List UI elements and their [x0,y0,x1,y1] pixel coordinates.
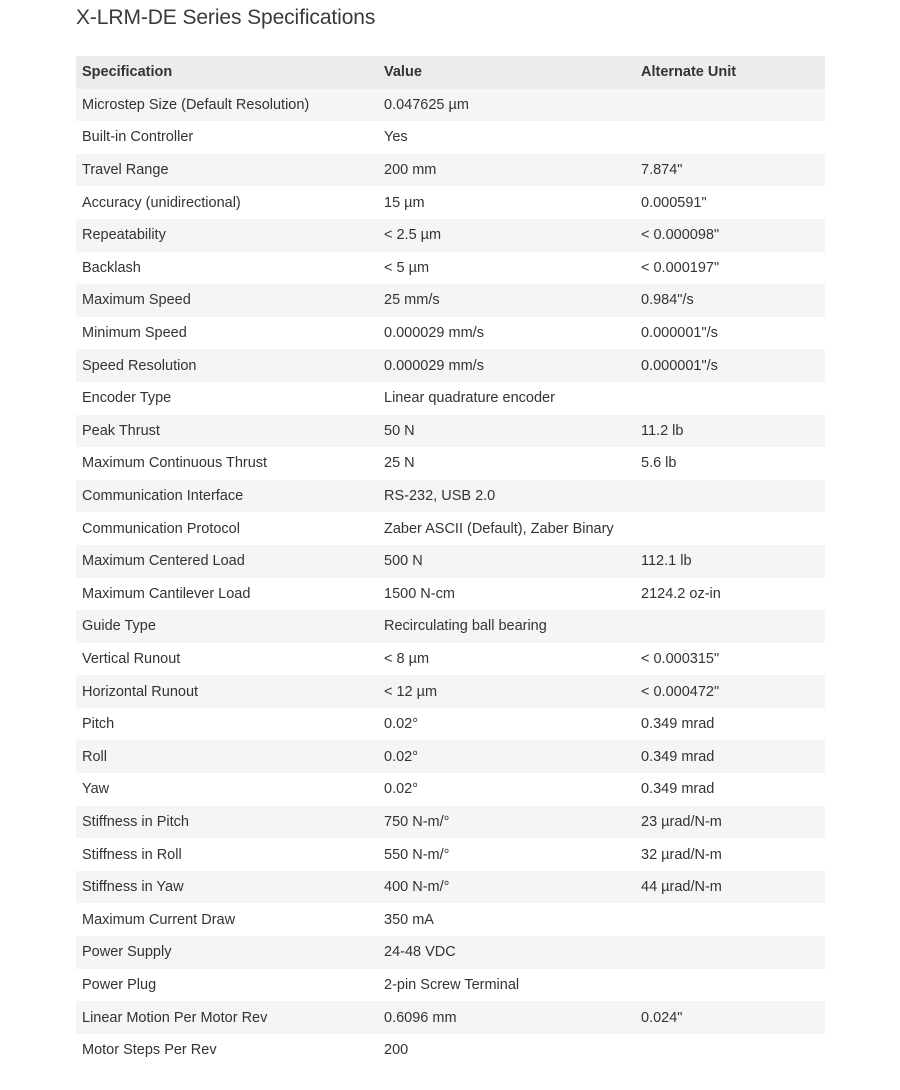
table-row [76,643,825,676]
spec-value-cell: 400 N-m/° [378,871,635,904]
alternate-unit-cell [635,480,825,513]
spec-name-cell: Vertical Runout [76,643,378,676]
spec-name-cell: Power Plug [76,969,378,1002]
column-header-specification: Specification [76,56,378,89]
alternate-unit-cell [635,382,825,415]
page-title: X-LRM-DE Series Specifications [76,6,376,29]
spec-value-cell: < 5 µm [378,252,635,285]
table-row [76,121,825,154]
alternate-unit-cell [635,969,825,1002]
table-row [76,154,825,187]
alternate-unit-cell: 5.6 lb [635,447,825,480]
spec-name-cell: Backlash [76,252,378,285]
spec-value-cell: Yes [378,121,635,154]
spec-value-cell: 750 N-m/° [378,806,635,839]
spec-name-cell: Horizontal Runout [76,675,378,708]
spec-value-cell: 1500 N-cm [378,578,635,611]
spec-value-cell: 0.6096 mm [378,1001,635,1034]
table-row [76,675,825,708]
alternate-unit-cell [635,512,825,545]
table-header-row [76,56,825,89]
table-row [76,545,825,578]
alternate-unit-cell: 32 µrad/N-m [635,838,825,871]
spec-name-cell: Speed Resolution [76,349,378,382]
spec-name-cell: Maximum Cantilever Load [76,578,378,611]
alternate-unit-cell: < 0.000315" [635,643,825,676]
spec-value-cell: < 12 µm [378,675,635,708]
spec-name-cell: Guide Type [76,610,378,643]
table-row [76,349,825,382]
alternate-unit-cell: < 0.000197" [635,252,825,285]
spec-value-cell: 24-48 VDC [378,936,635,969]
spec-name-cell: Maximum Speed [76,284,378,317]
alternate-unit-cell: 0.349 mrad [635,708,825,741]
alternate-unit-cell: < 0.000098" [635,219,825,252]
spec-name-cell: Maximum Centered Load [76,545,378,578]
alternate-unit-cell: 0.000591" [635,186,825,219]
table-body [76,89,825,1067]
alternate-unit-cell: 112.1 lb [635,545,825,578]
alternate-unit-cell [635,121,825,154]
spec-value-cell: 0.000029 mm/s [378,317,635,350]
spec-value-cell: Recirculating ball bearing [378,610,635,643]
alternate-unit-cell: 7.874" [635,154,825,187]
table-row [76,773,825,806]
alternate-unit-cell: 0.000001"/s [635,317,825,350]
spec-value-cell: 15 µm [378,186,635,219]
spec-value-cell: 200 mm [378,154,635,187]
alternate-unit-cell: 2124.2 oz-in [635,578,825,611]
alternate-unit-cell: 11.2 lb [635,415,825,448]
spec-value-cell: < 8 µm [378,643,635,676]
alternate-unit-cell: 0.024" [635,1001,825,1034]
spec-value-cell: 0.000029 mm/s [378,349,635,382]
spec-value-cell: 200 [378,1034,635,1067]
alternate-unit-cell: 23 µrad/N-m [635,806,825,839]
spec-value-cell: 2-pin Screw Terminal [378,969,635,1002]
spec-name-cell: Communication Interface [76,480,378,513]
alternate-unit-cell: 44 µrad/N-m [635,871,825,904]
spec-value-cell: 350 mA [378,903,635,936]
table-row [76,480,825,513]
spec-value-cell: 25 mm/s [378,284,635,317]
alternate-unit-cell [635,610,825,643]
table-row [76,740,825,773]
spec-name-cell: Stiffness in Yaw [76,871,378,904]
table-row [76,382,825,415]
spec-value-cell: 0.047625 µm [378,89,635,122]
spec-name-cell: Motor Steps Per Rev [76,1034,378,1067]
spec-value-cell: Linear quadrature encoder [378,382,635,415]
spec-name-cell: Minimum Speed [76,317,378,350]
spec-value-cell: 500 N [378,545,635,578]
alternate-unit-cell [635,903,825,936]
spec-name-cell: Built-in Controller [76,121,378,154]
alternate-unit-cell: 0.000001"/s [635,349,825,382]
table-row [76,89,825,122]
spec-name-cell: Microstep Size (Default Resolution) [76,89,378,122]
spec-value-cell: 0.02° [378,740,635,773]
table-row [76,186,825,219]
table-row [76,284,825,317]
spec-name-cell: Pitch [76,708,378,741]
spec-value-cell: < 2.5 µm [378,219,635,252]
table-row [76,317,825,350]
spec-value-cell: 25 N [378,447,635,480]
table-row [76,578,825,611]
column-header-value: Value [378,56,635,89]
spec-name-cell: Roll [76,740,378,773]
column-header-alternate-unit: Alternate Unit [635,56,825,89]
spec-value-cell: Zaber ASCII (Default), Zaber Binary [378,512,635,545]
spec-value-cell: 550 N-m/° [378,838,635,871]
spec-name-cell: Maximum Continuous Thrust [76,447,378,480]
spec-name-cell: Peak Thrust [76,415,378,448]
spec-name-cell: Communication Protocol [76,512,378,545]
spec-name-cell: Accuracy (unidirectional) [76,186,378,219]
table-row [76,219,825,252]
table-row [76,447,825,480]
spec-value-cell: 0.02° [378,773,635,806]
alternate-unit-cell: 0.349 mrad [635,773,825,806]
table-row [76,903,825,936]
spec-name-cell: Stiffness in Pitch [76,806,378,839]
spec-value-cell: RS-232, USB 2.0 [378,480,635,513]
alternate-unit-cell [635,936,825,969]
spec-name-cell: Travel Range [76,154,378,187]
alternate-unit-cell [635,1034,825,1067]
spec-name-cell: Repeatability [76,219,378,252]
table-row [76,708,825,741]
table-row [76,838,825,871]
alternate-unit-cell: < 0.000472" [635,675,825,708]
spec-name-cell: Maximum Current Draw [76,903,378,936]
table-row [76,512,825,545]
alternate-unit-cell: 0.349 mrad [635,740,825,773]
specifications-table [76,56,825,1066]
table-row [76,936,825,969]
table-row [76,252,825,285]
spec-value-cell: 0.02° [378,708,635,741]
spec-name-cell: Power Supply [76,936,378,969]
spec-name-cell: Linear Motion Per Motor Rev [76,1001,378,1034]
table-row [76,969,825,1002]
table-row [76,806,825,839]
table-row [76,610,825,643]
spec-name-cell: Yaw [76,773,378,806]
spec-name-cell: Stiffness in Roll [76,838,378,871]
table-row [76,415,825,448]
table-row [76,1001,825,1034]
table-row [76,1034,825,1067]
alternate-unit-cell: 0.984"/s [635,284,825,317]
spec-name-cell: Encoder Type [76,382,378,415]
spec-value-cell: 50 N [378,415,635,448]
alternate-unit-cell [635,89,825,122]
table-row [76,871,825,904]
